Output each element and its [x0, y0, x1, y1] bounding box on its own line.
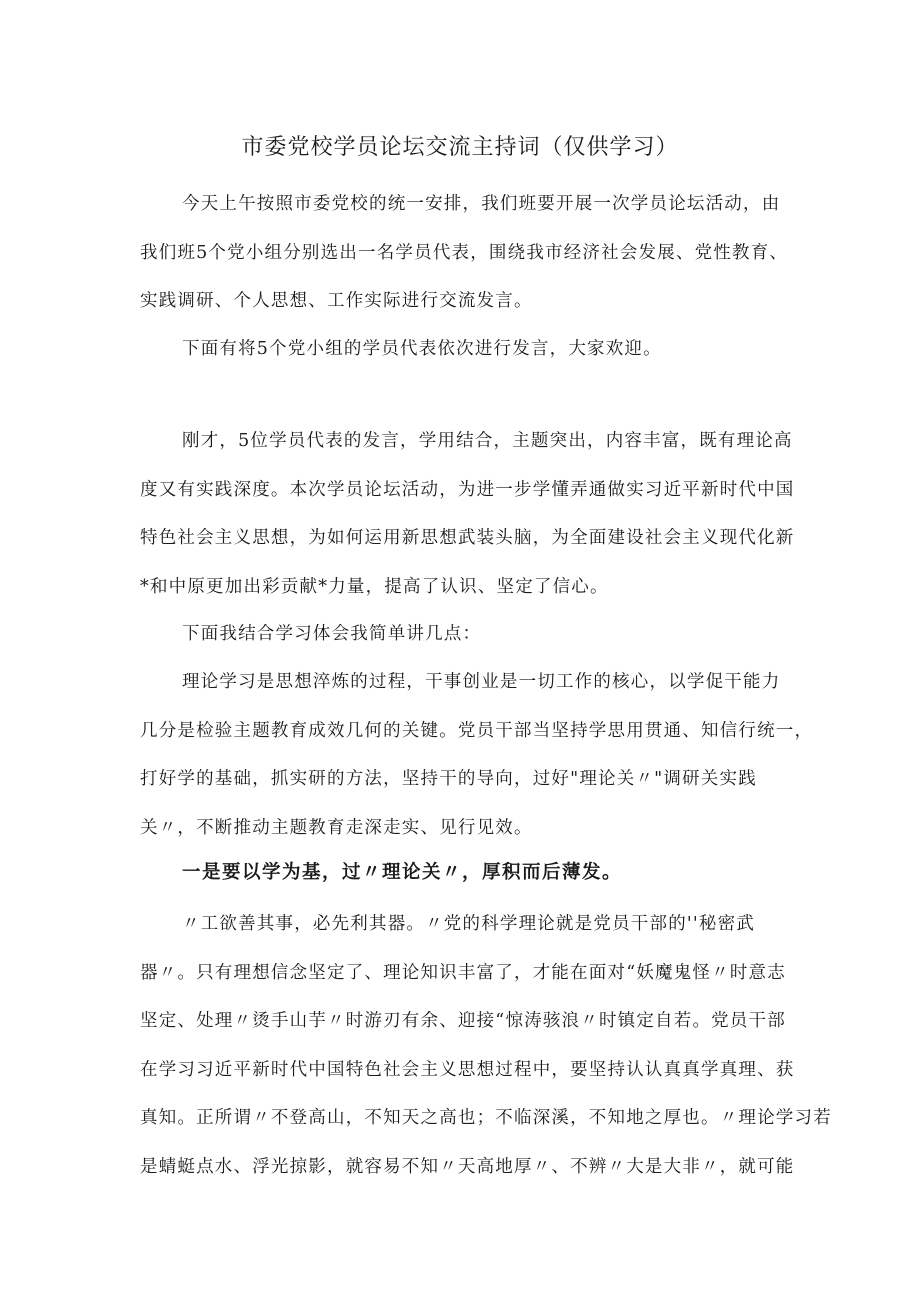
- section-heading: 一是要以学为基，过〃理论关〃，厚积而后薄发。: [182, 862, 623, 883]
- paragraph-line: 度又有实践深度。本次学员论坛活动，为进一步学懂弄通做实习近平新时代中国: [140, 479, 795, 500]
- paragraph-line: 我们班5个党小组分别选出一名学员代表，围绕我市经济社会发展、党性教育、: [140, 242, 789, 263]
- paragraph-line: 理论学习是思想淬炼的过程，干事创业是一切工作的核心，以学促干能力: [182, 672, 781, 692]
- paragraph-transition: [140, 610, 790, 659]
- paragraph-line: 实践调研、个人思想、工作实际进行交流发言。: [140, 291, 533, 311]
- paragraph-line: 是蜻蜓点水、浮光掠影，就容易不知〃天高地厚〃、不辨〃大是大非〃，就可能: [140, 1156, 795, 1177]
- paragraph-summary: [140, 417, 795, 611]
- paragraph-line: 下面有将5个党小组的学员代表依次进行发言，大家欢迎。: [182, 339, 662, 359]
- paragraph-theory-learning: [140, 658, 814, 852]
- paragraph-tools-quote: [140, 900, 832, 1191]
- paragraph-line: 〃工欲善其事，必先利其器。〃党的科学理论就是党员干部的''秘密武: [182, 914, 756, 934]
- document-title: 市委党校学员论坛交流主持词（仅供学习）: [241, 135, 679, 160]
- paragraph-line: 打好学的基础，抓实研的方法，坚持干的导向，过好"理论关〃"调研关实践: [140, 769, 757, 789]
- paragraph-line: 在学习习近平新时代中国特色社会主义思想过程中，要坚持认认真真学真理、获: [140, 1059, 795, 1080]
- paragraph-line: 今天上午按照市委党校的统一安排，我们班要开展一次学员论坛活动，由: [182, 194, 781, 214]
- paragraph-line: 特色社会主义思想，为如何运用新思想武装头脑，为全面建设社会主义现代化新: [140, 528, 795, 548]
- paragraph-introduce-speakers: [140, 325, 790, 374]
- paragraph-opening: [140, 180, 790, 326]
- paragraph-line: 坚定、处理〃烫手山芋〃时游刃有余、迎接“惊涛骇浪〃时镇定自若。党员干部: [140, 1011, 786, 1031]
- paragraph-line: 关〃，不断推动主题教育走深走实、见行见效。: [140, 817, 533, 838]
- paragraph-line: 几分是检验主题教育成效几何的关键。党员干部当坚持学思用贯通、知信行统一，: [140, 720, 814, 741]
- paragraph-line: 器〃。只有理想信念坚定了、理论知识丰富了，才能在面对“妖魔鬼怪〃时意志: [140, 962, 786, 983]
- paragraph-line: 刚才，5位学员代表的发言，学用结合，主题突出，内容丰富，既有理论高: [182, 431, 793, 451]
- paragraph-line: *和中原更加出彩贡献*力量，提高了认识、坚定了信心。: [140, 576, 609, 597]
- paragraph-line: 真知。正所谓〃不登高山，不知天之高也；不临深溪，不知地之厚也。〃理论学习若: [140, 1108, 832, 1128]
- paragraph-line: 下面我结合学习体会我简单讲几点：: [182, 624, 482, 644]
